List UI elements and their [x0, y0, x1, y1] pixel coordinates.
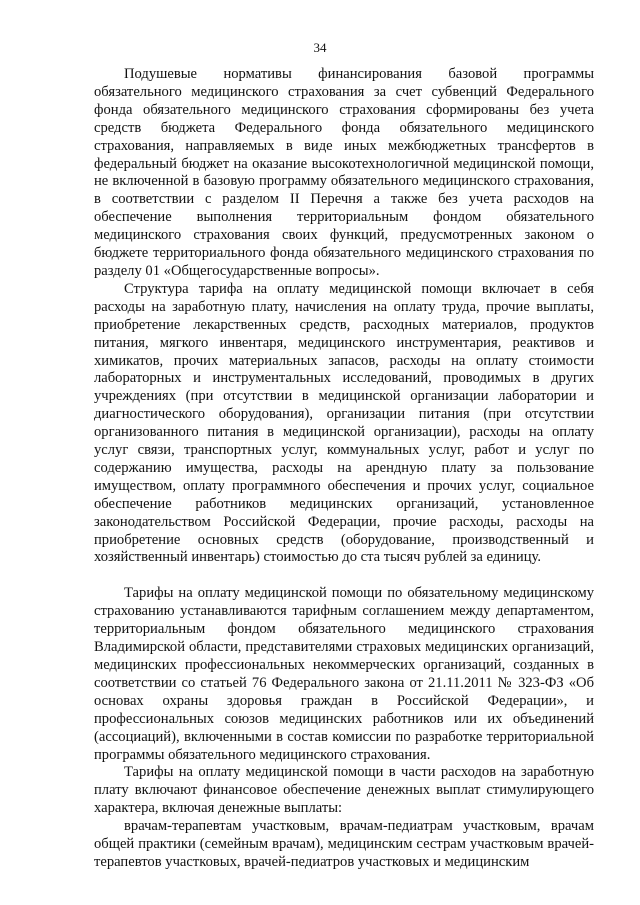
page-number: 34 [313, 40, 327, 55]
paragraph: Тарифы на оплату медицинской помощи в части расходов на заработную плату включают финансовое обеспечение денежных выплат стимулирующего характера, включая денежные выплаты: [94, 764, 594, 817]
paragraph: Тарифы на оплату медицинской помощи по обязательному медицинскому страхованию устанавливаются тарифным соглашением между департаментом, территориальным фондом обязательного медицинского страхования Владимирской области, представителями страховых медицинских организаций, медицинских профессиональных некоммерческих организаций, созданных в соответствии со статьей 76 Федерального закона от 21.11.2011 № 323-ФЗ «Об основах охраны здоровья граждан в Российской Федерации», и профессиональных союзов медицинских работников или их объединений (ассоциаций), включенными в состав комиссии по разработке территориальной программы обязательного медицинского страхования. [94, 585, 594, 763]
paragraph: врачам-терапевтам участковым, врачам-педиатрам участковым, врачам общей практики (семейным врачам), медицинским сестрам участковым врачей-терапевтов участковых, врачей-педиатров участковых и медицинским [94, 818, 594, 870]
paragraph: Подушевые нормативы финансирования базовой программы обязательного медицинского страхования за счет субвенций Федерального фонда обязательного медицинского страхования сформированы без учета средств бюджета Федерального фонда обязательного медицинского страхования, направляемых в виде иных межбюджетных трансфертов в федеральный бюджет на оказание высокотехнологичной медицинской помощи, не включенной в базовую программу обязательного медицинского страхования, в соответствии с разделом II Перечня а также без учета расходов на обеспечение выполнения территориальным фондом обязательного медицинского страхования своих функций, предусмотренных законом о бюджете территориального фонда обязательного медицинского страхования по разделу 01 «Общегосударственные вопросы». [94, 66, 594, 279]
document-body [94, 66, 594, 872]
paragraph: Структура тарифа на оплату медицинской помощи включает в себя расходы на заработную плату, начисления на оплату труда, прочие выплаты, приобретение лекарственных средств, расходных материалов, продуктов питания, мягкого инвентаря, медицинского инструментария, реактивов и химикатов, прочих материальных запасов, расходы на оплату стоимости лабораторных и инструментальных исследований, проводимых в других учреждениях (при отсутствии в медицинской организации лаборатории и диагностического оборудования), организации питания (при отсутствии организованного питания в медицинской организации), расходы на оплату услуг связи, транспортных услуг, коммунальных услуг, работ и услуг по содержанию имущества, расходы на арендную плату за пользование имуществом, оплату программного обеспечения и прочих услуг, социальное обеспечение работников медицинских организаций, установленное законодательством Российской Федерации, прочие расходы, расходы на приобретение основных средств (оборудование, производственный и хозяйственный инвентарь) стоимостью до ста тысяч рублей за единицу. [94, 280, 594, 566]
